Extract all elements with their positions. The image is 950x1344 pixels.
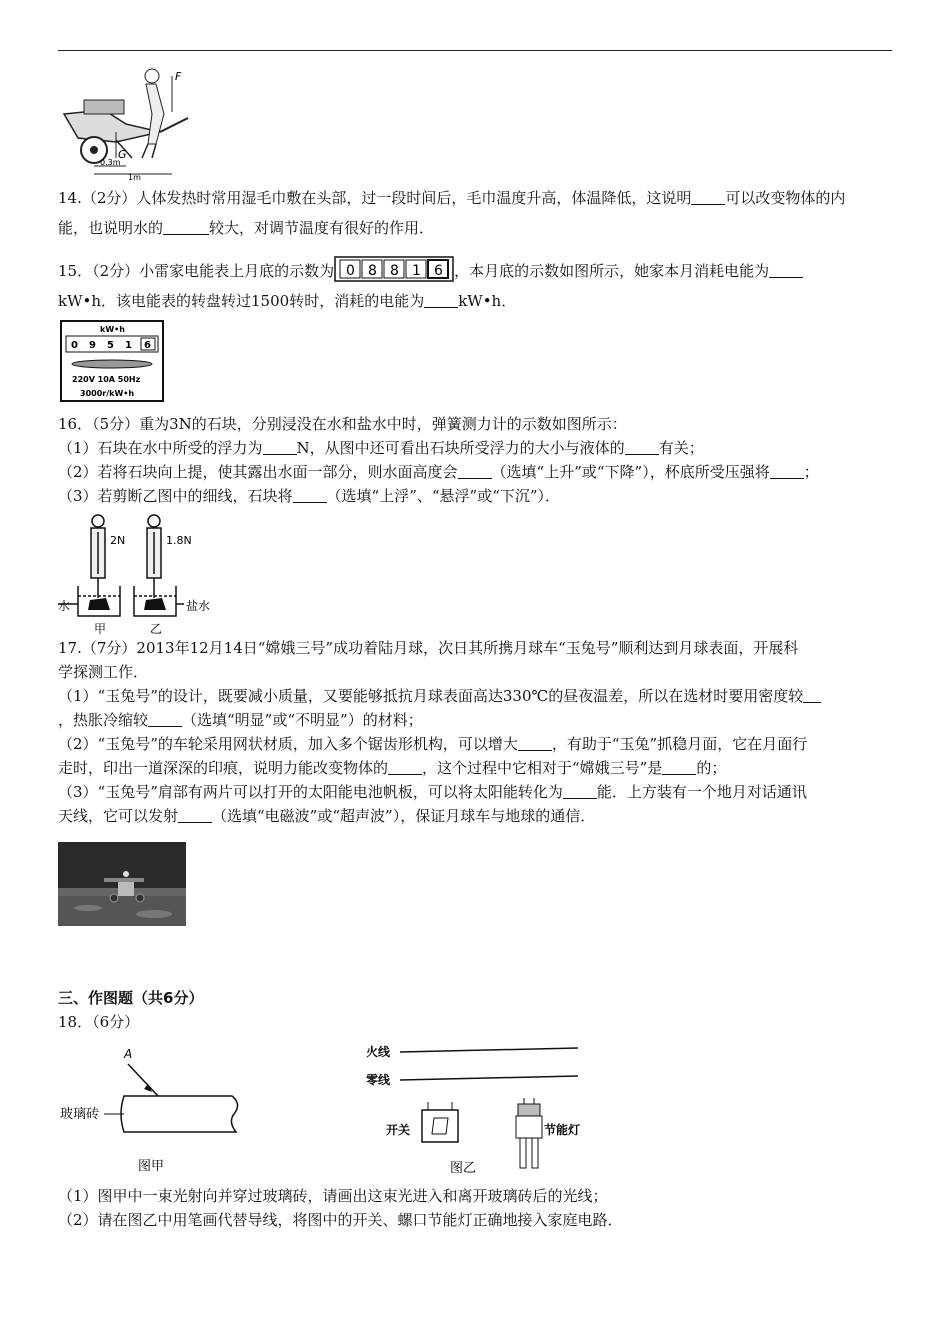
- q16-p1c: 有关；: [658, 439, 704, 457]
- q16-blank-3[interactable]: [458, 463, 492, 479]
- q16-p2b: （选填“上升”或“下降”），杯底所受压强将: [491, 463, 770, 481]
- q18-p2: （2）请在图乙中用笔画代替导线，将图中的开关、螺口节能灯正确地接入家庭电路．: [58, 1211, 623, 1229]
- old-digit-4: 1: [412, 263, 422, 279]
- q17-l5b: ，有助于“玉兔”抓稳月面，它在月面行: [551, 735, 808, 753]
- spring-scale-figure: [56, 512, 226, 636]
- old-digit-5: 6: [434, 263, 444, 279]
- q17-blank-6[interactable]: [563, 783, 597, 799]
- old-digit-3: 8: [390, 263, 400, 279]
- q16-stem: 16．（5分）重为3N的石块，分别浸没在水和盐水中时，弹簧测力计的示数如图所示：: [58, 415, 627, 433]
- meter-digit-1: 0: [71, 340, 78, 351]
- circuit-figure: [364, 1038, 594, 1178]
- q17-blank-7[interactable]: [178, 807, 212, 823]
- meter-digit-5: 6: [144, 340, 151, 351]
- q14-blank-1[interactable]: [691, 189, 725, 205]
- q14-text-1: 14.（2分）人体发热时常用湿毛巾敷在头部，过一段时间后，毛巾温度升高，体温降低，这说明: [58, 189, 692, 207]
- live-wire-label: 火线: [366, 1045, 391, 1059]
- q17-blank-4[interactable]: [388, 759, 422, 775]
- meter-digit-2: 9: [89, 340, 96, 351]
- q18-head: 18．（6分）: [58, 1013, 140, 1031]
- q17-l7a: （3）“玉兔号”肩部有两片可以打开的太阳能电池帆板，可以将太阳能转化为: [58, 783, 563, 801]
- label-jia: 甲: [94, 622, 107, 636]
- label-brine: 盐水: [186, 599, 211, 613]
- q17-l8a: 天线，它可以发射: [58, 807, 179, 825]
- q17-l4b: （选填“明显”或“不明显”）的材料；: [182, 711, 423, 729]
- q15-text-d: kW•h．: [458, 292, 517, 310]
- neutral-wire-label: 零线: [366, 1073, 391, 1087]
- q14-text-1b: 可以改变物体的内: [725, 189, 846, 207]
- glass-brick-label: 玻璃砖: [60, 1107, 100, 1122]
- label-yi: 乙: [150, 622, 163, 636]
- stone-in-water: [88, 598, 110, 610]
- meter-digit-3: 5: [107, 340, 114, 351]
- switch-label: 开关: [386, 1123, 411, 1137]
- q15-text-a: 15．（2分）小雷家电能表上月底的示数为: [58, 262, 335, 280]
- q14-blank-2[interactable]: [163, 219, 209, 235]
- section-3-title: 三、作图题（共6分）: [58, 989, 204, 1007]
- question-16: [58, 412, 894, 508]
- energy-saving-lamp-icon: [516, 1098, 542, 1168]
- distance-1m: 1m: [128, 173, 141, 182]
- caption-jia: 图甲: [138, 1159, 165, 1174]
- q16-p3a: （3）若剪断乙图中的细线，石块将: [58, 487, 293, 505]
- q17-l4a: ，热胀冷缩较: [58, 711, 149, 729]
- q15-blank-1[interactable]: [769, 262, 803, 278]
- q16-blank-5[interactable]: [293, 487, 327, 503]
- lamp-label: 节能灯: [544, 1123, 581, 1137]
- label-water: 水: [58, 599, 71, 613]
- q16-p3b: （选填“上浮”、“悬浮”或“下沉”）．: [326, 487, 561, 505]
- q17-l1: 17.（7分）2013年12月14日“嫦娥三号”成功着陆月球，次日其所携月球车“玉兔号”顺利达到月球表面，开展科: [58, 639, 799, 657]
- stone-in-brine: [144, 598, 166, 610]
- force-f-label: F: [175, 70, 182, 83]
- q15-blank-2[interactable]: [424, 292, 458, 308]
- q17-l7b: 能．上方装有一个地月对话通讯: [596, 783, 807, 801]
- top-rule: [58, 50, 892, 51]
- electric-meter-figure: [60, 320, 164, 402]
- q17-blank-1[interactable]: [803, 687, 821, 703]
- glass-brick-figure: [58, 1044, 248, 1178]
- q17-l6a: 走时，印出一道深深的印痕，说明力能改变物体的: [58, 759, 389, 777]
- meter-disc-icon: [72, 360, 152, 368]
- meter-spec: 220V 10A 50Hz: [72, 375, 141, 384]
- meter-rate: 3000r/kW•h: [80, 389, 135, 398]
- q16-blank-2[interactable]: [625, 439, 659, 455]
- q14-text-2a: 能，也说明水的: [58, 219, 164, 237]
- q15-text-b: ，本月底的示数如图所示，她家本月消耗电能为: [454, 262, 770, 280]
- question-14: [58, 186, 894, 240]
- q16-blank-1[interactable]: [263, 439, 297, 455]
- q17-l3: （1）“玉兔号”的设计，既要减小质量，又要能够抵抗月球表面高达330℃的昼夜温差，所以在选材时要用密度较: [58, 687, 804, 705]
- old-digit-1: 0: [346, 263, 356, 279]
- old-meter-reading: [334, 256, 454, 282]
- question-17: [58, 636, 894, 828]
- q18-p1: （1）图甲中一束光射向并穿过玻璃砖，请画出这束光进入和离开玻璃砖后的光线；: [58, 1187, 608, 1205]
- q17-l6b: ，这个过程中它相对于“嫦娥三号”是: [422, 759, 663, 777]
- q14-text-2b: 较大，对调节温度有很好的作用．: [209, 219, 435, 237]
- reading-brine: 1.8N: [166, 534, 192, 547]
- q17-l6c: 的；: [696, 759, 727, 777]
- q16-p2c: ；: [803, 463, 819, 481]
- q17-l8b: （选填“电磁波”或“超声波”），保证月球车与地球的通信．: [212, 807, 596, 825]
- q15-text-c: kW•h．该电能表的转盘转过1500转时，消耗的电能为: [58, 292, 425, 310]
- question-18-parts: [58, 1184, 894, 1232]
- wheelbarrow-figure: [56, 62, 196, 182]
- old-digit-2: 8: [368, 263, 378, 279]
- q16-p2a: （2）若将石块向上提，使其露出水面一部分，则水面高度会: [58, 463, 458, 481]
- q17-l5: （2）“玉兔号”的车轮采用网状材质，加入多个锯齿形机构，可以增大: [58, 735, 518, 753]
- gravity-g-label: G: [118, 148, 127, 161]
- q16-blank-4[interactable]: [770, 463, 804, 479]
- distance-0-3m: 0.3m: [100, 158, 121, 167]
- point-a-label: A: [124, 1047, 133, 1061]
- q16-p1b: N，从图中还可看出石块所受浮力的大小与液体的: [296, 439, 625, 457]
- meter-unit: kW•h: [100, 325, 125, 334]
- q17-blank-3[interactable]: [518, 735, 552, 751]
- q16-p1a: （1）石块在水中所受的浮力为: [58, 439, 263, 457]
- q17-blank-2[interactable]: [148, 711, 182, 727]
- question-15: [58, 256, 894, 313]
- q17-l2: 学探测工作．: [58, 663, 149, 681]
- lunar-rover-photo: [58, 842, 186, 926]
- q17-blank-5[interactable]: [662, 759, 696, 775]
- reading-water: 2N: [110, 534, 126, 547]
- caption-yi: 图乙: [450, 1161, 477, 1176]
- meter-digit-4: 1: [125, 340, 132, 351]
